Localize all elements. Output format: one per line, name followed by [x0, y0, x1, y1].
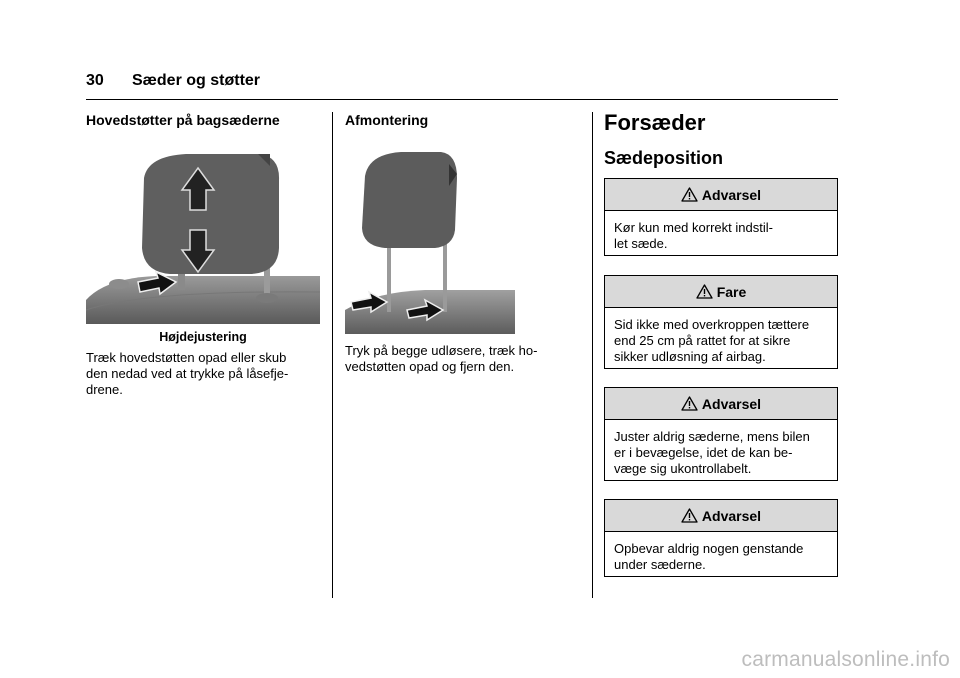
section-title: Sæder og støtter [132, 72, 261, 89]
seat-position-subtitle: Sædeposition [604, 148, 724, 168]
rear-headrest-heading: Hovedstøtter på bagsæderne [86, 112, 280, 128]
page-number: 30 [86, 72, 104, 89]
height-adjust-illustration [86, 150, 320, 324]
col1-text: Træk hovedstøtten opad eller skub den nedad ved at trykke på låsefje- drene. [86, 350, 289, 397]
danger-box [604, 275, 838, 369]
warning-triangle-icon [681, 508, 698, 523]
warning-box-text: Opbevar aldrig nogen genstande under sæderne. [614, 541, 804, 572]
removal-heading: Afmontering [345, 112, 429, 128]
danger-box-header: Fare [605, 276, 837, 308]
column-divider [592, 112, 593, 598]
page-header [86, 72, 838, 100]
warning-box-header: Advarsel [605, 179, 837, 211]
warning-triangle-icon [696, 284, 713, 299]
danger-box-text: Sid ikke med overkroppen tættere end 25 cm på rattet for at sikre sikker udløsning af airbag. [614, 317, 810, 364]
removal-illustration [345, 150, 515, 334]
warning-box-header: Advarsel [605, 388, 837, 420]
warning-box-header: Advarsel [605, 500, 837, 532]
watermark[interactable]: carmanualsonline.info [741, 648, 950, 671]
warning-box [604, 387, 838, 481]
warning-box-text: Kør kun med korrekt indstil- let sæde. [614, 220, 773, 251]
warning-box-text: Juster aldrig sæderne, mens bilen er i bevægelse, idet de kan be- væge sig ukontrollabelt. [614, 429, 810, 476]
warning-triangle-icon [681, 396, 698, 411]
front-seats-title: Forsæder [604, 110, 706, 135]
figure-caption: Højdejustering [159, 330, 247, 344]
column-divider [332, 112, 333, 598]
warning-box [604, 499, 838, 577]
warning-box [604, 178, 838, 256]
warning-triangle-icon [681, 187, 698, 202]
col2-text: Tryk på begge udløsere, træk ho- vedstøtten opad og fjern den. [345, 343, 538, 374]
